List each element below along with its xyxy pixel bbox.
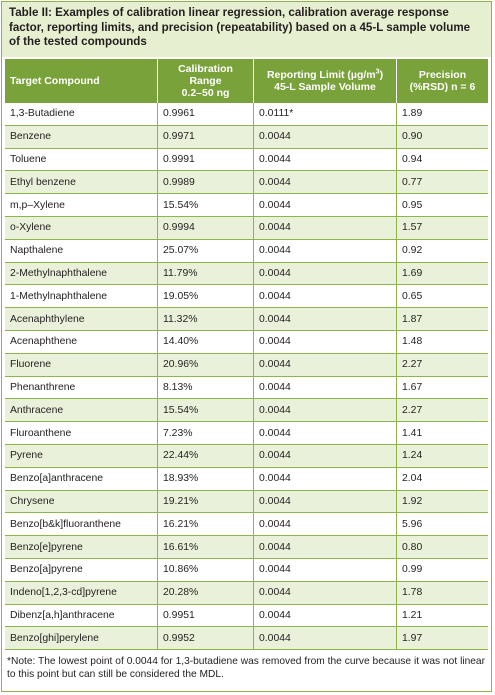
- cell-reporting-limit: 0.0044: [253, 126, 396, 149]
- cell-calibration: 0.9991: [157, 149, 253, 172]
- cell-reporting-limit: 0.0044: [253, 605, 396, 628]
- cell-compound: 2-Methylnaphthalene: [5, 263, 157, 286]
- table-row: [5, 582, 488, 605]
- cell-calibration: 11.79%: [157, 263, 253, 286]
- header-calibration-range: [157, 59, 253, 103]
- cell-compound: Indeno[1,2,3-cd]pyrene: [5, 582, 157, 605]
- cell-reporting-limit: 0.0044: [253, 377, 396, 400]
- cell-precision: 0.90: [396, 126, 488, 149]
- table-row: [5, 308, 488, 331]
- cell-precision: 1.57: [396, 217, 488, 240]
- cell-compound: Napthalene: [5, 240, 157, 263]
- cell-compound: Toluene: [5, 149, 157, 172]
- cell-reporting-limit: 0.0044: [253, 308, 396, 331]
- cell-precision: 1.92: [396, 491, 488, 514]
- table-note: *Note: The lowest point of 0.0044 for 1,3-butadiene was removed from the curve because it was not linear to this point but can still be considered the MDL.: [7, 656, 485, 680]
- cell-reporting-limit: 0.0044: [253, 513, 396, 536]
- cell-compound: Acenaphthylene: [5, 308, 157, 331]
- table-row: [5, 627, 488, 650]
- cell-precision: 1.89: [396, 103, 488, 126]
- cell-reporting-limit: 0.0044: [253, 582, 396, 605]
- cell-calibration: 20.96%: [157, 354, 253, 377]
- cell-precision: 0.95: [396, 194, 488, 217]
- cell-precision: 1.48: [396, 331, 488, 354]
- cell-reporting-limit: 0.0044: [253, 536, 396, 559]
- cell-reporting-limit: 0.0044: [253, 491, 396, 514]
- header-precision: [396, 59, 488, 103]
- cell-precision: 0.92: [396, 240, 488, 263]
- cell-calibration: 18.93%: [157, 468, 253, 491]
- cell-compound: Ethyl benzene: [5, 171, 157, 194]
- cell-compound: Pyrene: [5, 445, 157, 468]
- cell-reporting-limit: 0.0044: [253, 240, 396, 263]
- cell-calibration: 7.23%: [157, 422, 253, 445]
- header-calibration-line1: Calibration: [178, 63, 233, 75]
- cell-precision: 2.04: [396, 468, 488, 491]
- header-reporting-sup: 3: [375, 68, 380, 76]
- cell-compound: Acenaphthene: [5, 331, 157, 354]
- table-row: [5, 422, 488, 445]
- data-table: [5, 59, 488, 650]
- table-row: [5, 240, 488, 263]
- cell-calibration: 0.9994: [157, 217, 253, 240]
- cell-precision: 0.77: [396, 171, 488, 194]
- header-calibration-line3: 0.2–50 ng: [181, 87, 230, 99]
- header-reporting-line1-pre: Reporting Limit (µg/m: [266, 69, 376, 81]
- table-row: [5, 536, 488, 559]
- cell-compound: Phenanthrene: [5, 377, 157, 400]
- cell-calibration: 11.32%: [157, 308, 253, 331]
- cell-calibration: 25.07%: [157, 240, 253, 263]
- cell-compound: o-Xylene: [5, 217, 157, 240]
- cell-precision: 2.27: [396, 354, 488, 377]
- cell-calibration: 15.54%: [157, 194, 253, 217]
- cell-calibration: 16.21%: [157, 513, 253, 536]
- cell-calibration: 22.44%: [157, 445, 253, 468]
- cell-reporting-limit: 0.0044: [253, 149, 396, 172]
- table-row: [5, 354, 488, 377]
- cell-compound: Benzene: [5, 126, 157, 149]
- cell-compound: Benzo[b&k]fluoranthene: [5, 513, 157, 536]
- table-row: [5, 468, 488, 491]
- table-row: [5, 605, 488, 628]
- cell-compound: Benzo[a]pyrene: [5, 559, 157, 582]
- table-row: [5, 399, 488, 422]
- header-precision-line1: Precision: [418, 69, 467, 81]
- table-row: [5, 149, 488, 172]
- cell-precision: 0.94: [396, 149, 488, 172]
- table-row: [5, 126, 488, 149]
- cell-calibration: 14.40%: [157, 331, 253, 354]
- cell-reporting-limit: 0.0044: [253, 559, 396, 582]
- header-row: [5, 59, 488, 103]
- table-row: [5, 263, 488, 286]
- cell-reporting-limit: 0.0044: [253, 354, 396, 377]
- table-row: [5, 331, 488, 354]
- cell-calibration: 0.9989: [157, 171, 253, 194]
- cell-calibration: 0.9951: [157, 605, 253, 628]
- header-calibration-line2: Range: [189, 75, 222, 87]
- cell-compound: Benzo[a]anthracene: [5, 468, 157, 491]
- cell-compound: Fluroanthene: [5, 422, 157, 445]
- cell-precision: 2.27: [396, 399, 488, 422]
- cell-precision: 1.24: [396, 445, 488, 468]
- cell-calibration: 19.05%: [157, 285, 253, 308]
- cell-compound: Benzo[ghi]perylene: [5, 627, 157, 650]
- cell-calibration: 16.61%: [157, 536, 253, 559]
- cell-calibration: 10.86%: [157, 559, 253, 582]
- cell-reporting-limit: 0.0044: [253, 331, 396, 354]
- table-row: [5, 377, 488, 400]
- table-frame: [1, 1, 492, 692]
- cell-precision: 1.41: [396, 422, 488, 445]
- cell-reporting-limit: 0.0044: [253, 422, 396, 445]
- table-row: [5, 171, 488, 194]
- cell-calibration: 20.28%: [157, 582, 253, 605]
- header-target-compound: Target Compound: [5, 59, 157, 103]
- table-body: [5, 103, 488, 650]
- cell-compound: Dibenz[a,h]anthracene: [5, 605, 157, 628]
- table-row: [5, 491, 488, 514]
- table-row: [5, 285, 488, 308]
- table-row: [5, 103, 488, 126]
- cell-compound: Benzo[e]pyrene: [5, 536, 157, 559]
- cell-calibration: 8.13%: [157, 377, 253, 400]
- cell-precision: 1.87: [396, 308, 488, 331]
- cell-reporting-limit: 0.0044: [253, 217, 396, 240]
- cell-precision: 1.78: [396, 582, 488, 605]
- header-reporting-line1-post: ): [379, 69, 384, 81]
- header-reporting-line2: 45-L Sample Volume: [274, 81, 376, 93]
- cell-calibration: 19.21%: [157, 491, 253, 514]
- table-row: [5, 194, 488, 217]
- cell-reporting-limit: 0.0044: [253, 171, 396, 194]
- cell-compound: Chrysene: [5, 491, 157, 514]
- cell-reporting-limit: 0.0044: [253, 445, 396, 468]
- cell-compound: Anthracene: [5, 399, 157, 422]
- cell-reporting-limit: 0.0044: [253, 194, 396, 217]
- cell-reporting-limit: 0.0044: [253, 399, 396, 422]
- cell-precision: 0.99: [396, 559, 488, 582]
- cell-reporting-limit: 0.0044: [253, 285, 396, 308]
- cell-calibration: 15.54%: [157, 399, 253, 422]
- cell-calibration: 0.9952: [157, 627, 253, 650]
- header-reporting-limit: [253, 59, 396, 103]
- cell-precision: 1.69: [396, 263, 488, 286]
- table-caption: Table II: Examples of calibration linear regression, calibration average response factor, reporting limits, and precision (repeatability) based on a 45-L sample volume of the tested compounds: [2, 2, 491, 57]
- cell-precision: 1.21: [396, 605, 488, 628]
- cell-precision: 5.96: [396, 513, 488, 536]
- table-row: [5, 513, 488, 536]
- cell-precision: 1.67: [396, 377, 488, 400]
- cell-reporting-limit: 0.0044: [253, 263, 396, 286]
- table-row: [5, 217, 488, 240]
- cell-precision: 0.80: [396, 536, 488, 559]
- cell-compound: m,p–Xylene: [5, 194, 157, 217]
- table-row: [5, 445, 488, 468]
- cell-reporting-limit: 0.0044: [253, 468, 396, 491]
- cell-calibration: 0.9971: [157, 126, 253, 149]
- cell-reporting-limit: 0.0111*: [253, 103, 396, 126]
- cell-compound: 1,3-Butadiene: [5, 103, 157, 126]
- table-row: [5, 559, 488, 582]
- cell-precision: 0.65: [396, 285, 488, 308]
- cell-reporting-limit: 0.0044: [253, 627, 396, 650]
- cell-precision: 1.97: [396, 627, 488, 650]
- cell-compound: Fluorene: [5, 354, 157, 377]
- cell-compound: 1-Methylnaphthalene: [5, 285, 157, 308]
- header-precision-line2: (%RSD) n = 6: [409, 81, 476, 93]
- cell-calibration: 0.9961: [157, 103, 253, 126]
